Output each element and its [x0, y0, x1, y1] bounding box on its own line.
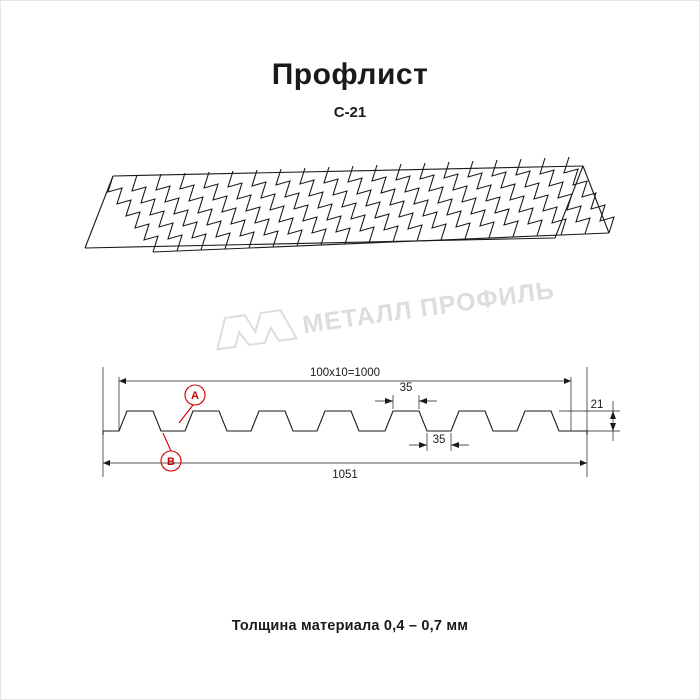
callout-b-label: B	[167, 456, 175, 468]
dim-flange-bottom-label: 35	[432, 434, 446, 446]
dim-pitch-label: 100х10=1000	[309, 367, 381, 379]
page-title: Профлист	[271, 58, 429, 91]
profile-outline	[103, 411, 587, 435]
svg-text:МЕТАЛЛ ПРОФИЛЬ: МЕТАЛЛ ПРОФИЛЬ	[300, 276, 557, 340]
corrugated-sheet-illustration	[75, 148, 627, 278]
dim-flange-top-line	[375, 395, 437, 409]
dim-total-width-label: 1051	[332, 469, 358, 481]
dim-height-label: 21	[590, 399, 604, 411]
dim-flange-top-label: 35	[399, 382, 413, 394]
callout-a-label: A	[191, 390, 199, 402]
dim-total-width-line	[103, 460, 587, 466]
material-thickness-note: Толщина материала 0,4 – 0,7 мм	[231, 618, 469, 634]
callout-a	[179, 385, 205, 423]
dim-height-line	[559, 401, 620, 441]
cross-section-drawing	[75, 345, 635, 505]
callout-b	[161, 433, 181, 471]
product-code: С-21	[333, 104, 367, 121]
